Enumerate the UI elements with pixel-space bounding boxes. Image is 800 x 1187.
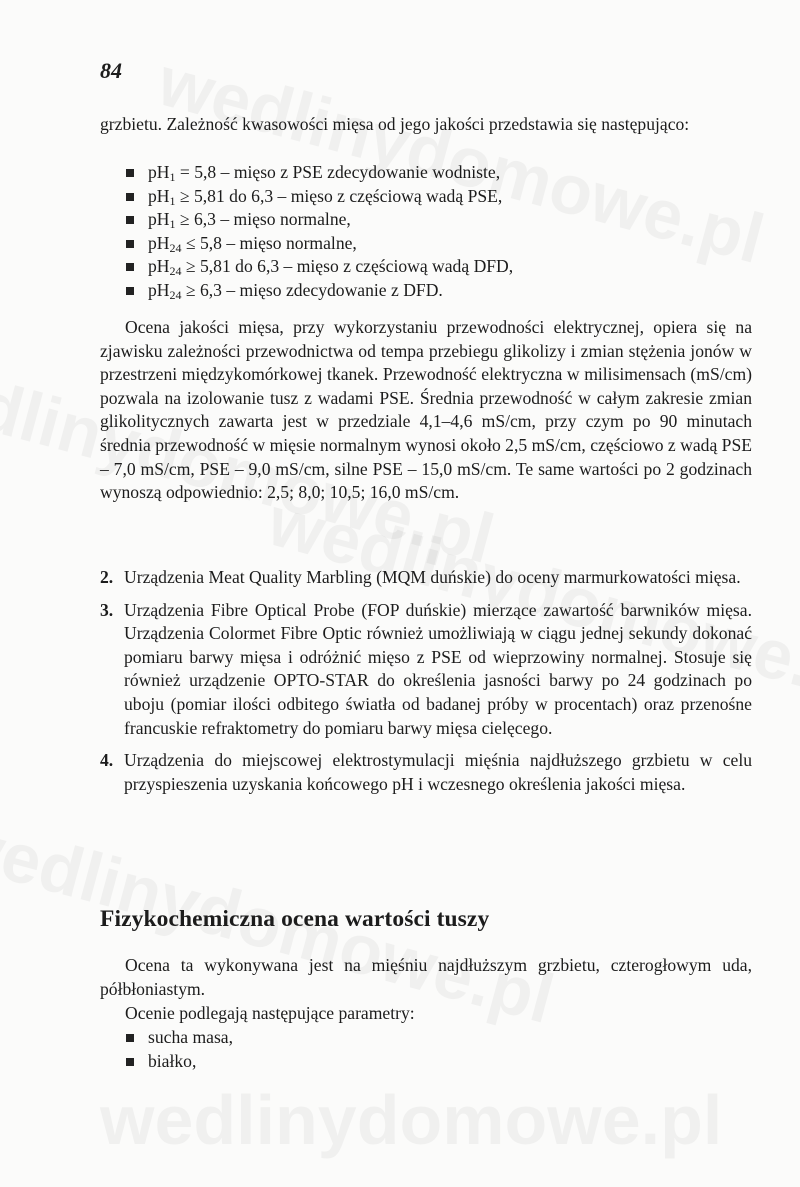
list-item bbox=[100, 566, 752, 590]
ph-text: ≥ 5,81 do 6,3 – mięso z częściową wadą PSE, bbox=[175, 185, 503, 206]
numbered-list bbox=[100, 566, 752, 796]
section-heading: Fizykochemiczna ocena wartości tuszy bbox=[100, 906, 490, 932]
ph-subscript: 24 bbox=[169, 240, 182, 255]
params-intro: Ocenie podlegają następujące parametry: bbox=[125, 1003, 415, 1023]
item-text: Urządzenia do miejscowej elektrostymulacji mięśnia najdłuższego grzbietu w celu przyspieszenia uzyskania końcowego pH i wczesnego określenia jakości mięsa. bbox=[124, 750, 752, 794]
ph-text: ≤ 5,8 – mięso normalne, bbox=[181, 232, 357, 253]
intro-paragraph: grzbietu. Zależność kwasowości mięsa od jego jakości przedstawia się następująco: bbox=[100, 114, 690, 134]
item-number: 4. bbox=[100, 750, 114, 771]
item-text: Urządzenia Fibre Optical Probe (FOP duńskie) mierzące zawartość barwników mięsa. Urządzenia Colormet Fibre Optic również umożliwiają w ciągu jednej sekundy dokonać pomiaru barwy mięsa i odróżnić mięso z PSE od wieprzowiny normalnej. Stosuje się również urządzenie OPTO-STAR do określenia jasności barwy po 24 godzinach po uboju (pomiar ilości odbitego światła od badanej próby w procentach) oraz przenośne francuskie refraktometry do pomiaru barwy mięsa cielęcego. bbox=[124, 599, 752, 738]
param-text: sucha masa, bbox=[148, 1027, 234, 1047]
bullet-square-icon bbox=[126, 169, 134, 177]
ph-list bbox=[100, 161, 752, 303]
bullet-square-icon bbox=[126, 216, 134, 224]
list-item bbox=[100, 1050, 752, 1074]
ph-label: pH bbox=[148, 232, 170, 253]
conductivity-paragraph: Ocena jakości mięsa, przy wykorzystaniu przewodności elektrycznej, opiera się na zjawisku zależności przewodnictwa od tempa przebiegu glikolizy i zmian stężenia jonów w przestrzeni międzykomórkowej tkanek. Przewodność elektryczna w milisimensach (mS/cm) pozwala na izolowanie tusz z wadami PSE. Średnia przewodność w całym zakresie zmian glikolitycznych zawarta jest w przedziale 4,1–4,6 mS/cm, przy czym po 90 minutach średnia przewodność w mięsie normalnym wynosi około 2,5 mS/cm, częściowo z wadą PSE – 7,0 mS/cm, PSE – 9,0 mS/cm, silne PSE – 15,0 mS/cm. Te same wartości po 2 godzinach wynoszą odpowiednio: 2,5; 8,0; 10,5; 16,0 mS/cm. bbox=[100, 317, 752, 503]
list-item bbox=[100, 599, 752, 741]
list-item bbox=[100, 161, 752, 185]
ph-subscript: 1 bbox=[169, 193, 176, 208]
list-item bbox=[100, 1026, 752, 1050]
bullet-square-icon bbox=[126, 263, 134, 271]
item-number: 3. bbox=[100, 599, 114, 620]
ph-subscript: 24 bbox=[169, 264, 182, 279]
bullet-square-icon bbox=[126, 1034, 134, 1042]
list-item bbox=[100, 232, 752, 256]
ph-subscript: 1 bbox=[169, 170, 176, 184]
list-item bbox=[100, 208, 752, 232]
bullet-square-icon bbox=[126, 240, 134, 248]
param-text: białko, bbox=[148, 1050, 197, 1071]
list-item bbox=[100, 255, 752, 279]
ph-label: pH bbox=[148, 256, 170, 277]
ph-label: pH bbox=[148, 162, 170, 182]
ph-label: pH bbox=[148, 185, 170, 206]
ph-label: pH bbox=[148, 279, 170, 300]
list-item bbox=[100, 185, 752, 209]
list-item bbox=[100, 279, 752, 303]
bullet-square-icon bbox=[126, 287, 134, 295]
watermark bbox=[100, 1080, 722, 1160]
ph-text: ≥ 6,3 – mięso normalne, bbox=[175, 209, 351, 230]
params-list bbox=[100, 1026, 752, 1073]
bullet-square-icon bbox=[126, 1058, 134, 1066]
item-number: 2. bbox=[100, 567, 114, 587]
ph-label: pH bbox=[148, 209, 170, 230]
item-text: Urządzenia Meat Quality Marbling (MQM duńskie) do oceny marmurkowatości mięsa. bbox=[124, 567, 741, 587]
ph-text: = 5,8 – mięso z PSE zdecydowanie wodniste, bbox=[175, 162, 501, 182]
ph-text: ≥ 6,3 – mięso zdecydowanie z DFD. bbox=[181, 279, 443, 300]
page-number: 84 bbox=[100, 58, 122, 83]
ph-subscript: 24 bbox=[169, 287, 182, 302]
ph-subscript: 1 bbox=[169, 217, 176, 232]
ph-text: ≥ 5,81 do 6,3 – mięso z częściową wadą DFD, bbox=[181, 256, 514, 277]
section-paragraph: Ocena ta wykonywana jest na mięśniu najdłuższym grzbietu, czterogłowym uda, półbłoniastym. bbox=[100, 955, 752, 999]
list-item bbox=[100, 749, 752, 796]
bullet-square-icon bbox=[126, 193, 134, 201]
